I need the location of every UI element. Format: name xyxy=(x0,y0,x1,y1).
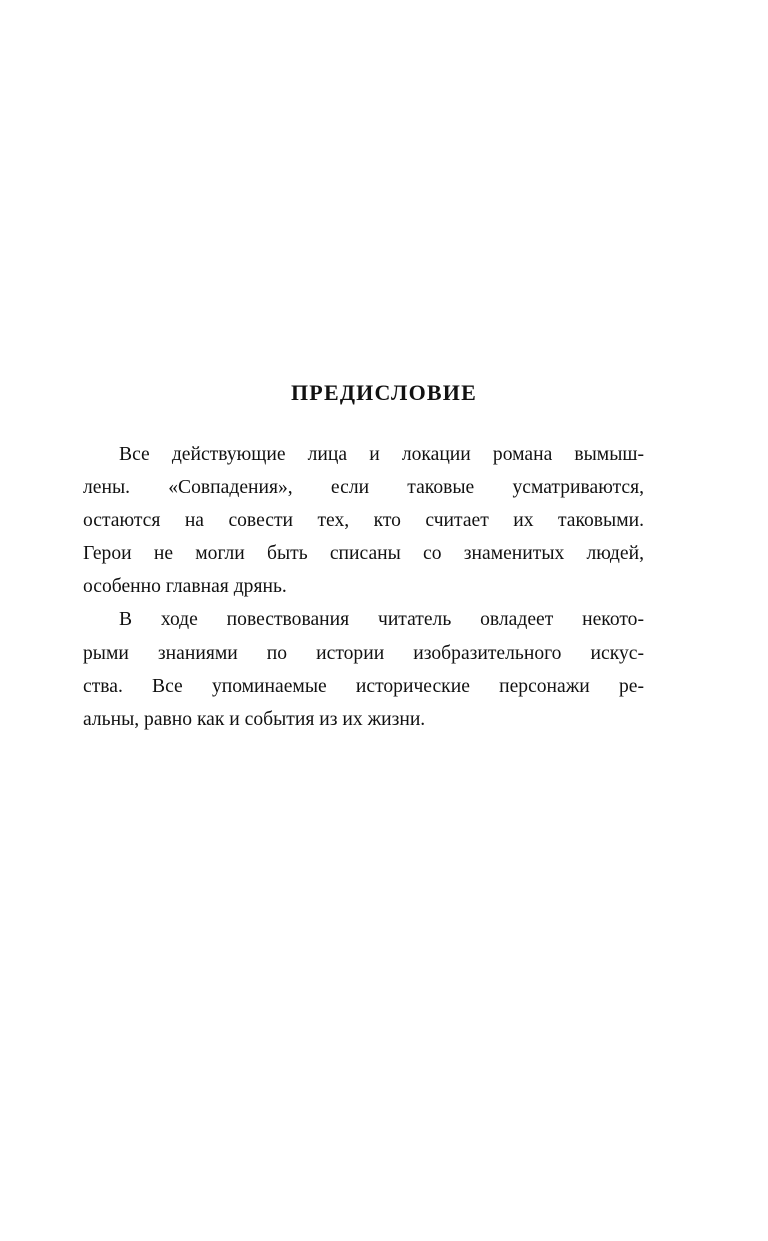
text-line: альны, равно как и события из их жизни. xyxy=(83,708,426,730)
paragraph-2 xyxy=(83,603,644,735)
page-title: ПРЕДИСЛОВИЕ xyxy=(291,380,477,405)
text-line: остаются на совести тех, кто считает их таковыми. xyxy=(83,510,644,532)
text-line: рыми знаниями по истории изобразительного искус- xyxy=(83,642,644,664)
text-line: Все действующие лица и локации романа вымыш- xyxy=(119,444,644,465)
text-line: В ходе повествования читатель овладеет некото- xyxy=(119,609,644,631)
text-line: лены. «Совпадения», если таковые усматриваются, xyxy=(83,477,644,499)
text-line: ства. Все упоминаемые исторические персонажи ре- xyxy=(83,675,644,697)
preface-body xyxy=(83,438,644,736)
paragraph-1 xyxy=(83,438,644,603)
text-line: особенно главная дрянь. xyxy=(83,576,287,598)
text-line: Герои не могли быть списаны со знаменитых людей, xyxy=(83,543,644,565)
